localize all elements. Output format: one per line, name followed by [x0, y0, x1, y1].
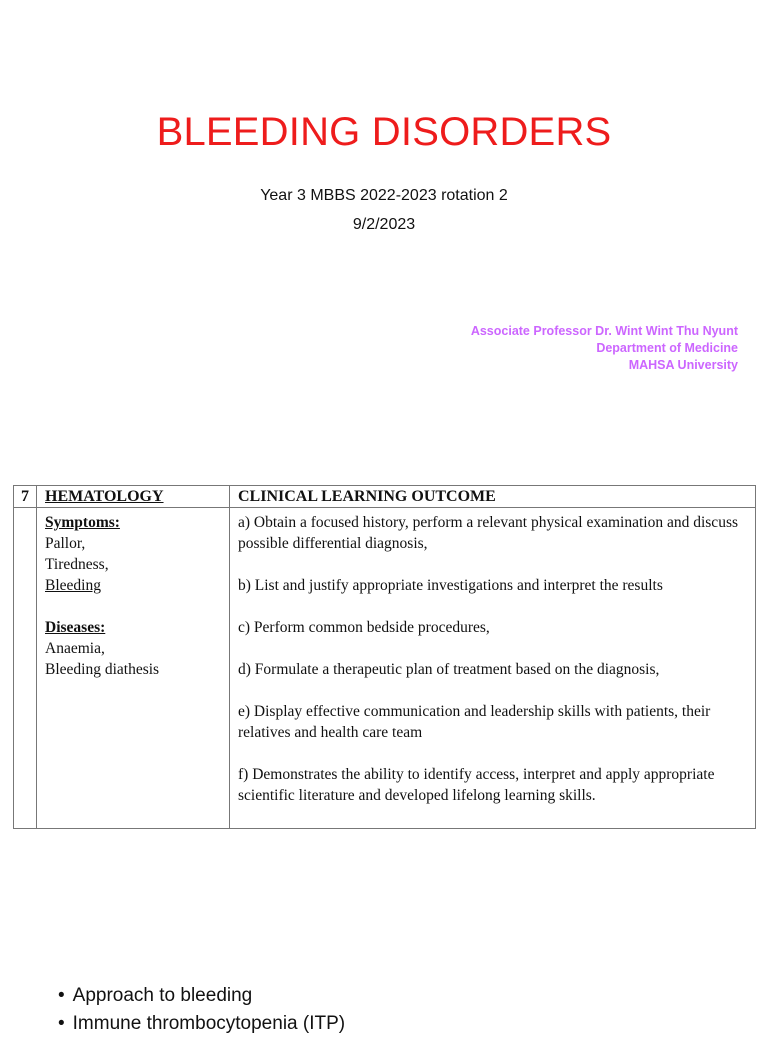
topic-cell — [37, 508, 230, 829]
symptom-item: Tiredness, — [45, 556, 109, 573]
bullet-item: • Immune thrombocytopenia (ITP) — [58, 1010, 345, 1038]
lecture-date: 9/2/2023 — [352, 216, 416, 233]
symptoms-label: Symptoms: — [45, 514, 120, 531]
number-cell — [14, 508, 37, 829]
bullet-item: • Approach to bleeding — [58, 982, 345, 1010]
symptom-item: Bleeding — [45, 577, 101, 594]
outcome-item: a) Obtain a focused history, perform a relevant physical examination and discuss possible differential diagnosis, — [238, 514, 739, 552]
disease-item: Bleeding diathesis — [45, 661, 160, 678]
outcome-item: c) Perform common bedside procedures, — [238, 619, 490, 636]
learning-outcomes-table — [13, 485, 756, 829]
author-name: Associate Professor Dr. Wint Wint Thu Nyunt — [470, 324, 738, 338]
topic-bullet-list — [58, 982, 345, 1038]
table-row — [14, 508, 756, 829]
topic-header: HEMATOLOGY — [37, 486, 230, 508]
section-number: 7 — [14, 486, 37, 508]
outcome-cell — [230, 508, 756, 829]
slide-title: BLEEDING DISORDERS — [156, 110, 612, 154]
diseases-label: Diseases: — [45, 619, 106, 636]
symptom-item: Pallor, — [45, 535, 86, 552]
outcome-item: b) List and justify appropriate investigations and interpret the results — [238, 577, 663, 594]
table-header-row — [14, 486, 756, 508]
outcome-header: CLINICAL LEARNING OUTCOME — [230, 486, 756, 508]
author-department: Department of Medicine — [596, 341, 738, 355]
outcome-item: d) Formulate a therapeutic plan of treatment based on the diagnosis, — [238, 661, 660, 678]
author-university: MAHSA University — [628, 358, 738, 372]
disease-item: Anaemia, — [45, 640, 105, 657]
author-block — [471, 323, 738, 374]
course-subtitle: Year 3 MBBS 2022-2023 rotation 2 — [260, 187, 508, 204]
outcome-item: f) Demonstrates the ability to identify access, interpret and apply appropriate scientific literature and developed lifelong learning skills. — [238, 766, 715, 804]
outcome-item: e) Display effective communication and leadership skills with patients, their relatives and health care team — [238, 703, 711, 741]
